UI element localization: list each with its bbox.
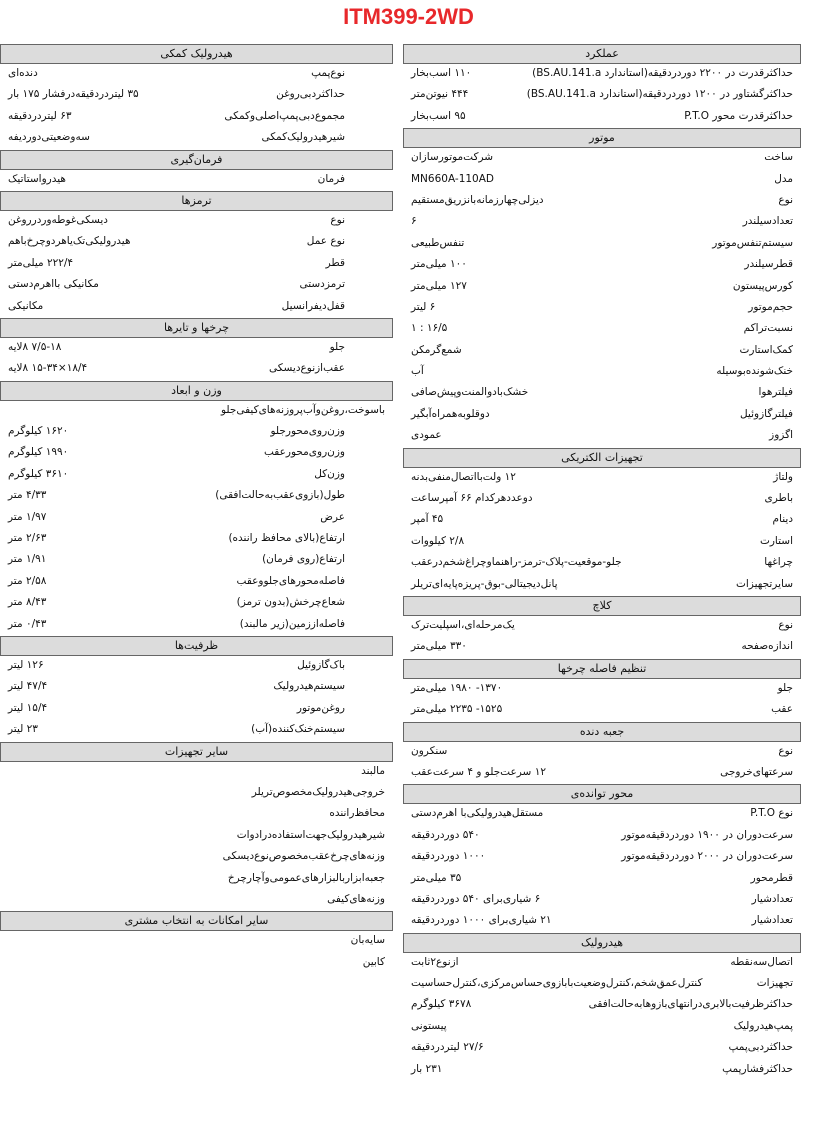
spec-row (403, 277, 801, 298)
spec-row (0, 953, 393, 974)
spec-row (403, 679, 801, 700)
spec-row (403, 742, 801, 763)
spec-value: ۴/۳۳ متر (8, 489, 47, 502)
section-header: چرخها و تایرها (0, 318, 393, 338)
spec-row (403, 995, 801, 1016)
spec-label: سیستم‌هیدرولیک (273, 680, 345, 693)
spec-label: نوع (778, 744, 793, 757)
spec-value: ۱۲ سرعت‌جلو و ۴ سرعت‌عقب (411, 765, 546, 778)
spec-item: وزنه‌های‌چرخ‌عقب‌مخصوص‌نوع‌دیسکی (222, 850, 385, 863)
spec-row (403, 532, 801, 553)
right-column (403, 44, 801, 1081)
spec-row (403, 616, 801, 637)
section-header: کلاچ (403, 596, 801, 616)
spec-value: ۸/۴۳ متر (8, 596, 47, 609)
spec-row (0, 508, 393, 529)
spec-row (403, 191, 801, 212)
spec-value: ۱۲۶ لیتر (8, 658, 44, 671)
spec-row (403, 974, 801, 995)
spec-row (403, 763, 801, 784)
spec-value: ۱۶۲۰ کیلوگرم (8, 425, 69, 438)
spec-value: شمع‌گرمکن (411, 343, 462, 356)
spec-label: مدل (774, 172, 793, 185)
spec-item: کابین (362, 955, 385, 968)
spec-label: قطرسیلندر (744, 258, 793, 271)
spec-label: حداکثرگشتاور در ۱۲۰۰ دوردردقیقه(استاندارد BS.AU.141.a) (526, 88, 793, 101)
spec-value: ۷/۵-۱۸ ۸لایه (8, 340, 62, 353)
spec-value: ۴۷/۴ لیتر (8, 680, 48, 693)
spec-value: تنفس‌طبیعی (411, 236, 465, 249)
spec-value: ۴۴۴ نیوتن‌متر (411, 88, 469, 101)
spec-item: وزنه‌های‌کیفی (327, 892, 385, 905)
spec-row (403, 911, 801, 932)
spec-row (0, 338, 393, 359)
spec-row (403, 319, 801, 340)
spec-label: نوع‌پمپ (311, 67, 345, 79)
spec-label: سیستم‌خنک‌کننده(آب) (251, 723, 345, 736)
spec-row (403, 107, 801, 128)
spec-row (0, 64, 393, 85)
spec-row (403, 212, 801, 233)
spec-row (0, 550, 393, 571)
spec-value: پیستونی (411, 1019, 447, 1032)
spec-value: ازنوع۲ثابت (411, 955, 459, 968)
spec-row (403, 890, 801, 911)
spec-row (0, 401, 393, 422)
spec-label: ولتاژ (773, 470, 793, 483)
spec-label: کورس‌پیستون (732, 279, 793, 292)
spec-row (0, 232, 393, 253)
spec-value: دوعددهرکدام ۶۶ آمپرساعت (411, 492, 533, 505)
spec-value: مستقل‌هیدرولیکی‌با اهرم‌دستی (411, 807, 544, 820)
spec-value: ۳۵ میلی‌متر (411, 871, 462, 884)
spec-value: ۴۵ آمپر (411, 513, 444, 526)
spec-row (0, 847, 393, 868)
section-header: سایر امکانات به انتخاب مشتری (0, 911, 393, 931)
spec-row (0, 443, 393, 464)
spec-row (0, 593, 393, 614)
spec-label: نوع عمل (306, 235, 345, 248)
spec-label: وزن‌کل (314, 467, 345, 480)
spec-value: ۲۳۱ بار (411, 1062, 443, 1075)
spec-row (403, 468, 801, 489)
spec-label: ترمزدستی (299, 278, 345, 291)
spec-row (403, 489, 801, 510)
spec-label: قفل‌دیفرانسیل (281, 299, 345, 312)
spec-value: کنترل‌عمق‌شخم،کنترل‌وضعیت‌بابازوی‌حساس‌مرکزی،کنترل‌حساسیت (411, 977, 703, 990)
section-header: سایر تجهیزات (0, 742, 393, 762)
spec-row (403, 847, 801, 868)
spec-row (0, 699, 393, 720)
spec-row (0, 762, 393, 783)
spec-row (0, 465, 393, 486)
spec-row (0, 720, 393, 741)
spec-label: اگزوز (769, 429, 793, 442)
spec-row (0, 170, 393, 191)
spec-label: شیرهیدرولیک‌کمکی (261, 131, 345, 144)
spec-label: قطر (325, 256, 345, 269)
section-header: وزن و ابعاد (0, 381, 393, 401)
spec-row (403, 383, 801, 404)
spec-row (0, 890, 393, 911)
spec-value: ۶ (411, 215, 417, 228)
spec-row (0, 107, 393, 128)
spec-label: وزن‌روی‌محورعقب (264, 446, 345, 459)
spec-row (403, 298, 801, 319)
spec-value: ۶۳ لیتردردقیقه (8, 109, 72, 122)
spec-value: ۵۴۰ دوردردقیقه (411, 828, 480, 841)
spec-value: شرکت‌موتورسازان (411, 151, 494, 164)
section-header: محور توانده‌ی (403, 784, 801, 804)
spec-label: باطری (764, 492, 793, 505)
spec-label: اندازه‌صفحه (741, 640, 793, 653)
spec-label: چراغها (764, 556, 793, 569)
spec-label: خنک‌شونده‌بوسیله (716, 365, 793, 378)
spec-row (403, 234, 801, 255)
section-header: جعبه دنده (403, 722, 801, 742)
spec-row (0, 677, 393, 698)
spec-row (0, 783, 393, 804)
spec-row (0, 254, 393, 275)
spec-value: پانل‌دیجیتالی-بوق-پریزه‌پایه‌ای‌تریلر (411, 577, 558, 590)
spec-label: فیلترهوا (758, 386, 793, 399)
spec-value: ۲/۸ کیلووات (411, 534, 465, 547)
left-column (0, 44, 393, 974)
spec-label: ارتفاع(بالای محافظ راننده) (228, 532, 345, 545)
spec-value: ۶ لیتر (411, 300, 436, 313)
spec-row (0, 359, 393, 380)
spec-value: ۱۵/۴ لیتر (8, 701, 48, 714)
spec-label: روغن‌موتور (296, 701, 345, 714)
spec-row (0, 804, 393, 825)
spec-row (403, 826, 801, 847)
spec-value: ۲۱ شیاری‌برای ۱۰۰۰ دوردردقیقه (411, 914, 552, 927)
spec-value: سه‌وضعیتی‌دوردیفه (8, 131, 90, 144)
section-header: ترمزها (0, 191, 393, 211)
spec-value: ۱۳۷۰- ۱۹۸۰ میلی‌متر (411, 681, 503, 694)
spec-value: دیسکی‌غوطه‌وردرروغن (8, 213, 108, 226)
spec-label: مجموع‌دبی‌پمپ‌اصلی‌وکمکی (224, 109, 345, 122)
spec-label: وزن‌روی‌محورجلو (270, 425, 345, 438)
spec-value: ۱۰۰ میلی‌متر (411, 258, 467, 271)
spec-label: دینام (772, 513, 793, 526)
spec-label: تعدادشیار (751, 892, 793, 905)
spec-label: پمپ‌هیدرولیک (733, 1019, 793, 1032)
spec-value: ۲/۶۳ متر (8, 532, 47, 545)
spec-item: شیرهیدرولیک‌جهت‌استفاده‌درادوات (236, 828, 385, 841)
spec-row (403, 953, 801, 974)
spec-row (403, 1060, 801, 1081)
spec-label: حداکثرفشارپمپ (722, 1062, 793, 1075)
spec-value: ۱/۹۱ متر (8, 553, 47, 566)
spec-label: جلو (329, 340, 345, 353)
spec-value: ۱۵۲۵- ۲۲۳۵ میلی‌متر (411, 703, 503, 716)
spec-value: ۲/۵۸ متر (8, 574, 47, 587)
spec-label: ارتفاع(روی فرمان) (262, 553, 345, 566)
spec-label: سرعت‌دوران در ۲۰۰۰ دوردردقیقه‌موتور (621, 850, 793, 863)
spec-row (403, 869, 801, 890)
spec-value: ۱/۹۷ متر (8, 510, 47, 523)
spec-row (403, 341, 801, 362)
spec-item: جعبه‌ابزاربالبزارهای‌عمومی‌وآچارچرخ (227, 871, 385, 884)
spec-value: MN660A-110AD (411, 172, 495, 185)
section-header: هیدرولیک کمکی (0, 44, 393, 64)
spec-label: ساخت (764, 151, 793, 164)
spec-value: ۲۲۲/۴ میلی‌متر (8, 256, 74, 269)
spec-row (403, 148, 801, 169)
spec-row (0, 486, 393, 507)
spec-row (403, 255, 801, 276)
spec-value: مکانیکی بااهرم‌دستی (8, 278, 99, 291)
spec-value: ۳۶۷۸ کیلوگرم (411, 998, 472, 1011)
spec-item: سایه‌بان (350, 934, 385, 947)
spec-row (403, 64, 801, 85)
spec-value: ۳۳۰ میلی‌متر (411, 640, 467, 653)
spec-item: محافظ‌راننده (329, 807, 385, 820)
spec-label: تجهیزات (756, 977, 793, 990)
spec-label: شعاع‌چرخش(بدون ترمز) (236, 596, 345, 609)
spec-value: آب (411, 365, 424, 378)
spec-label: فرمان (317, 172, 345, 185)
spec-value: ۱۶/۵ : ۱ (411, 322, 448, 335)
spec-row (403, 575, 801, 596)
spec-label: قطرمحور (750, 871, 793, 884)
spec-label: حداکثردبی‌پمپ (728, 1041, 793, 1054)
spec-value: جلو-موقعیت-پلاک-ترمز-راهنماوچراغ‌شخم‌درعقب (411, 556, 622, 569)
spec-value: دیزلی‌چهارزمانه‌بانزریق‌مستقیم (411, 193, 544, 206)
spec-label: عرض (320, 510, 345, 523)
spec-value: ۱۲ ولت‌بااتصال‌منفی‌بدنه (411, 470, 516, 483)
spec-label: استارت (759, 534, 793, 547)
spec-value: دوقلوبه‌همراه‌آبگیر (411, 407, 490, 420)
spec-value: ۹۵ اسب‌بخار (411, 109, 466, 122)
spec-row (0, 529, 393, 550)
spec-label: کمک‌استارت (739, 343, 793, 356)
spec-value: ۲۷/۶ لیتردردقیقه (411, 1041, 484, 1054)
section-header: عملکرد (403, 44, 801, 64)
spec-value: ۱۰۰۰ دوردردقیقه (411, 850, 486, 863)
spec-row (0, 931, 393, 952)
spec-value: ۳۶۱۰ کیلوگرم (8, 467, 69, 480)
spec-item: خروجی‌هیدرولیک‌مخصوص‌تریلر (251, 785, 385, 798)
spec-label: حداکثرقدرت در ۲۲۰۰ دوردردقیقه(استاندارد BS.AU.141.a) (532, 67, 793, 79)
spec-label: سرعت‌دوران در ۱۹۰۰ دوردردقیقه‌موتور (621, 828, 793, 841)
spec-row (403, 170, 801, 191)
spec-row (403, 426, 801, 447)
spec-value: یک‌مرحله‌ای،اسپلیت‌ترک (411, 618, 515, 631)
spec-row (0, 656, 393, 677)
spec-label: حداکثرظرفیت‌بالابری‌درانتهای‌بازوهابه‌حالت‌افقی (588, 998, 793, 1011)
spec-row (0, 128, 393, 149)
spec-value: ۱۲۷ میلی‌متر (411, 279, 467, 292)
spec-row (403, 637, 801, 658)
spec-label: تعدادشیار (751, 914, 793, 927)
spec-label: نوع (778, 618, 793, 631)
spec-row (403, 405, 801, 426)
page-title: ITM399-2WD (343, 4, 474, 29)
section-header: تجهیزات الکتریکی (403, 448, 801, 468)
spec-label: نوع (778, 193, 793, 206)
spec-value: عمودی (411, 429, 442, 442)
spec-row (403, 85, 801, 106)
spec-label: فاصله‌محورهای‌جلووعقب (236, 574, 345, 587)
spec-label: سایرتجهیزات (735, 577, 793, 590)
spec-row (0, 869, 393, 890)
spec-row (403, 510, 801, 531)
spec-label: فاصله‌اززمین(زیر مالبند) (239, 617, 345, 630)
spec-value: ۳۵ لیتردردقیقه‌درفشار ۱۷۵ بار (8, 88, 139, 101)
spec-value: ۰/۴۳ متر (8, 617, 47, 630)
section-header: هیدرولیک (403, 933, 801, 953)
spec-row (403, 804, 801, 825)
spec-label: حداکثرقدرت محور P.T.O (684, 109, 793, 122)
spec-label: حداکثردبی‌روغن (276, 88, 345, 101)
spec-row (403, 362, 801, 383)
spec-label: جلو (777, 681, 793, 694)
section-header: فرمان‌گیری (0, 150, 393, 170)
spec-row (403, 700, 801, 721)
spec-row (0, 297, 393, 318)
spec-label: اتصال‌سه‌نقطه (730, 955, 793, 968)
section-header: موتور (403, 128, 801, 148)
spec-value: مکانیکی (8, 299, 44, 312)
spec-value: دنده‌ای (8, 67, 38, 79)
spec-item: مالبند (361, 764, 385, 777)
spec-row (0, 85, 393, 106)
spec-row (0, 422, 393, 443)
spec-value: ۱۹۹۰ کیلوگرم (8, 446, 69, 459)
section-header: تنظیم فاصله چرخها (403, 659, 801, 679)
spec-label: سیستم‌تنفس‌موتور (712, 236, 793, 249)
spec-label: نوع P.T.O (750, 807, 793, 820)
spec-value: هیدرواستاتیک (8, 172, 66, 185)
spec-label: عقب‌ازنوع‌دیسکی (268, 362, 345, 375)
spec-row (403, 553, 801, 574)
spec-value: هیدرولیکی‌تک‌یاهردوچرخ‌باهم (8, 235, 131, 248)
spec-label: سرعتهای‌خروجی (720, 765, 793, 778)
spec-row (0, 211, 393, 232)
spec-label: فیلترگازوئیل (739, 407, 793, 420)
spec-label: نسبت‌تراکم (743, 322, 793, 335)
spec-label: عقب (771, 703, 793, 716)
spec-value: سنکرون (411, 744, 448, 757)
spec-row (0, 615, 393, 636)
spec-item: باسوخت،روغن‌وآب‌پروزنه‌های‌کیفی‌جلو (220, 403, 385, 416)
spec-row (403, 1038, 801, 1059)
spec-value: ۶ شیاری‌برای ۵۴۰ دوردردقیقه (411, 892, 541, 905)
spec-label: نوع (330, 213, 345, 226)
spec-value: ۱۱۰ اسب‌بخار (411, 67, 472, 79)
spec-row (0, 572, 393, 593)
spec-row (403, 1017, 801, 1038)
spec-row (0, 275, 393, 296)
section-header: ظرفیت‌ها (0, 636, 393, 656)
spec-row (0, 826, 393, 847)
spec-value: ۲۳ لیتر (8, 723, 38, 736)
spec-value: ۱۸/۴×۱۵-۳۴ ۸لایه (8, 362, 88, 375)
spec-label: طول(بازوی‌عقب‌به‌حالت‌افقی) (215, 489, 345, 502)
spec-value: خشک‌بادوالمنت‌وپیش‌صافی (411, 386, 529, 399)
spec-label: باک‌گازوئیل (297, 658, 345, 671)
spec-label: حجم‌موتور (748, 300, 793, 313)
spec-label: تعدادسیلندر (742, 215, 793, 228)
